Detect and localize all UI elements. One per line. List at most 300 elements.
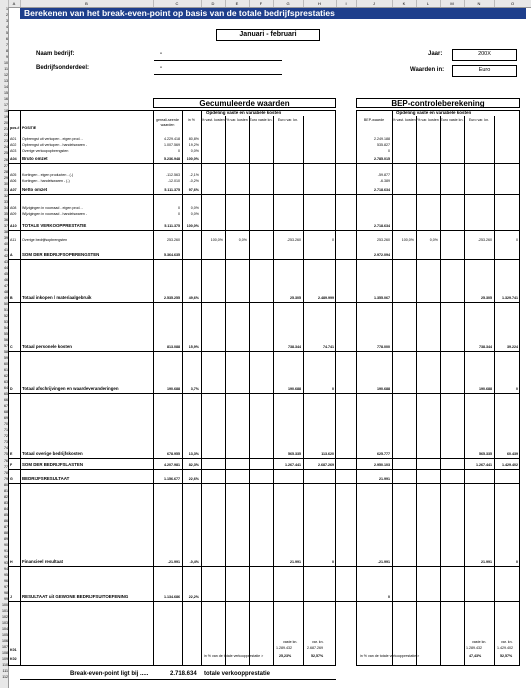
- row-separator: [8, 230, 520, 231]
- row-number: 20: [4, 121, 8, 126]
- bep-euro-fixed: 1.267.441: [476, 463, 492, 467]
- row-number: 38: [4, 229, 8, 234]
- row-number: 73: [4, 440, 8, 445]
- row-code: D: [10, 387, 13, 391]
- row-label: Kortingen - eigen producten - (-): [22, 173, 74, 177]
- row-separator: [8, 469, 520, 470]
- row-number: 22: [4, 133, 8, 138]
- euro-fixed: 21.991: [290, 560, 301, 564]
- percentage: 22,2%: [188, 595, 199, 599]
- row-code: A05: [10, 173, 17, 177]
- page-title: Berekenen van het break-even-point op basis van de totale bedrijfsprestaties: [20, 8, 526, 19]
- row-number: 98: [4, 590, 8, 595]
- euro-fixed: 1.267.441: [285, 463, 301, 467]
- row-number: 10: [4, 61, 8, 66]
- percentage: -2,1%: [189, 173, 199, 177]
- column-header-left: Euro var. kn.: [277, 118, 299, 122]
- currency-field[interactable]: Euro: [452, 65, 517, 77]
- left-vaste-pct: 25,23%: [279, 654, 292, 658]
- bep-euro-variable: 1.329.741: [502, 296, 518, 300]
- row-number: 97: [4, 584, 8, 589]
- bep-euro-variable: 0: [516, 560, 518, 564]
- row-number: 45: [4, 271, 8, 276]
- realized-value: 4.207.981: [164, 463, 180, 467]
- column-header-right: % vast. kosten: [392, 118, 416, 122]
- row-number: 16: [4, 97, 8, 102]
- row-label: SOM DER BEDRIJFSLASTEN: [22, 462, 83, 467]
- row-number: 82: [4, 494, 8, 499]
- left-var-header: var. kn.: [312, 640, 324, 644]
- row-number: 29: [4, 175, 8, 180]
- left-vaste-header: vaste kn.: [283, 640, 298, 644]
- company-value[interactable]: -: [160, 51, 162, 57]
- row-number: 50: [4, 301, 8, 306]
- percentage: 3,7%: [190, 387, 199, 391]
- row-number: 112: [2, 675, 8, 680]
- row-number: 49: [4, 295, 8, 300]
- column-header-right: % var. kosten: [417, 118, 439, 122]
- department-label: Bedrijfsonderdeel:: [36, 65, 90, 71]
- percentage: 15,9%: [188, 345, 199, 349]
- column-header-left: in %: [188, 118, 195, 122]
- bep-value: 2.718.634: [374, 224, 390, 228]
- euro-fixed: 190.688: [288, 387, 301, 391]
- left-panel: [153, 98, 336, 108]
- realized-value: 190.688: [167, 387, 180, 391]
- percentage: 49,6%: [188, 296, 199, 300]
- row-code: A11: [10, 238, 17, 242]
- row-number: 54: [4, 326, 8, 331]
- bep-euro-variable: 39.224: [507, 345, 518, 349]
- row-number: 77: [4, 464, 8, 469]
- percentage: -0,2%: [189, 179, 199, 183]
- euro-variable: 0: [332, 560, 334, 564]
- row-number: 42: [4, 253, 8, 258]
- realized-value: 2.535.255: [164, 296, 180, 300]
- bep-pct-variable: 0,0%: [429, 238, 438, 242]
- realized-value: 1.156.677: [164, 477, 180, 481]
- row-number: 52: [4, 314, 8, 319]
- row-number: 89: [4, 536, 8, 541]
- row-number: 60: [4, 362, 8, 367]
- bep-value: 0: [388, 595, 390, 599]
- row-code: A08: [10, 206, 17, 210]
- row-number: 71: [4, 428, 8, 433]
- realized-value: 1.134.686: [164, 595, 180, 599]
- row-code: J: [10, 595, 12, 599]
- row-number: 88: [4, 530, 8, 535]
- row-separator: [8, 458, 520, 459]
- realized-value: 0: [178, 149, 180, 153]
- row-number: 59: [4, 356, 8, 361]
- bep-value: 190.688: [377, 387, 390, 391]
- bep-value: -59.877: [377, 173, 390, 177]
- bep-value: 1.355.067: [374, 296, 390, 300]
- percentage: 100,0%: [186, 157, 199, 161]
- row-number: 13: [4, 79, 8, 84]
- row-separator: [8, 163, 520, 164]
- pct-fixed: 100,0%: [210, 238, 223, 242]
- row-number: 6: [6, 37, 8, 42]
- row-number: 102: [2, 615, 8, 620]
- realized-value: 5.111.375: [164, 188, 180, 192]
- column-header-right: BEP-waarde: [363, 118, 385, 122]
- euro-variable: 2.687.269: [318, 463, 334, 467]
- row-code: F: [10, 463, 13, 467]
- row-number: 56: [4, 338, 8, 343]
- row-code: A07: [10, 188, 17, 192]
- bep-label: Break-even-point ligt bij .....: [70, 671, 149, 677]
- realized-value: 253.260: [167, 238, 180, 242]
- row-label: Opbrengst uit verkopen - eigen prod. -: [22, 137, 83, 141]
- row-number: 84: [4, 506, 8, 511]
- euro-variable: 74.741: [323, 345, 334, 349]
- realized-value: 5.236.948: [164, 157, 180, 161]
- opdeling-left: Opdeling vaste en variabele kosten: [206, 110, 282, 115]
- column-header-left: Euro vaste kn.: [249, 118, 273, 122]
- percentage: 0,0%: [190, 212, 199, 216]
- percentage: 13,3%: [188, 452, 199, 456]
- row-number: 4: [6, 25, 8, 30]
- row-number: 76: [4, 458, 8, 463]
- row-number: 43: [4, 259, 8, 264]
- row-number: 8: [6, 49, 8, 54]
- row-code: A02: [10, 143, 17, 147]
- row-number: 11: [4, 67, 8, 72]
- right-var-header: var. kn.: [501, 640, 513, 644]
- row-number: 53: [4, 320, 8, 325]
- row-number: 51: [4, 308, 8, 312]
- row-label: BEDRIJFSRESULTAAT: [22, 476, 70, 481]
- row-code: A09: [10, 212, 17, 216]
- row-number: 9: [6, 55, 8, 60]
- row-number: 41: [4, 247, 8, 252]
- row-label: Financieel resultaat: [22, 559, 63, 564]
- realized-value: 0: [178, 212, 180, 216]
- right-vaste-header: vaste kn.: [472, 640, 487, 644]
- pct-variable: 0,0%: [238, 238, 247, 242]
- company-label: Naam bedrijf:: [36, 51, 75, 57]
- row-number: 19: [4, 115, 8, 120]
- euro-variable: 0: [332, 387, 334, 391]
- row-number: 32: [4, 193, 8, 198]
- row-number: 90: [4, 542, 8, 547]
- row-number: 83: [4, 500, 8, 505]
- row-label: Netto omzet: [22, 187, 48, 192]
- bep-euro-fixed: 565.335: [479, 452, 492, 456]
- row-number: 74: [4, 446, 8, 451]
- row-number: 24: [4, 145, 8, 150]
- row-code: A06: [10, 179, 17, 183]
- row-number: 17: [4, 103, 8, 108]
- row-code: A10: [10, 224, 17, 228]
- row-code: B: [10, 296, 13, 300]
- row-number: 31: [4, 187, 8, 192]
- right-var-value: 1.429.402: [497, 646, 513, 650]
- row-number: 12: [4, 73, 8, 78]
- bep-euro-variable: 1.429.402: [502, 463, 518, 467]
- euro-fixed: 738.344: [288, 345, 301, 349]
- row-number: 111: [2, 669, 8, 674]
- realized-value: 813.088: [167, 345, 180, 349]
- row-code: A01: [10, 137, 17, 141]
- row-number: 80: [4, 482, 8, 487]
- row-number: 64: [4, 386, 8, 391]
- percentage: 82,3%: [188, 463, 199, 467]
- bep-euro-variable: 60.439: [507, 452, 518, 456]
- row-number: 105: [2, 633, 8, 638]
- row-number: 85: [4, 512, 8, 517]
- row-number: 25: [4, 151, 8, 156]
- column-header-left: % vast. kosten: [201, 118, 225, 122]
- row-number: 58: [4, 350, 8, 355]
- row-label: Wijzigingen in voorraad - eigen prod. -: [22, 206, 83, 210]
- row-number: 15: [4, 91, 8, 96]
- row-number: 30: [4, 181, 8, 186]
- bep-value: 625.777: [377, 452, 390, 456]
- row-number: 35: [4, 211, 8, 216]
- row-number: 100: [2, 602, 8, 607]
- row-number: 26: [4, 157, 8, 162]
- row-separator: [8, 393, 520, 394]
- row-label: Overige bedrijfsopbrengsten: [22, 238, 68, 242]
- section-right-title: BEP-controleberekening: [391, 99, 485, 108]
- row-number: 33: [4, 199, 8, 204]
- row-label: Totaal overige bedrijfskosten: [22, 451, 83, 456]
- bep-value: 2.718.634: [170, 671, 197, 677]
- bep-value: -21.991: [377, 560, 390, 564]
- left-pct-label: in % van de totale verkoopprestatie >: [204, 654, 264, 658]
- row-number: 23: [4, 139, 8, 144]
- row-number: 28: [4, 169, 8, 174]
- row-code: A: [10, 253, 13, 257]
- period-box: Januari - februari: [216, 29, 320, 41]
- percentage: 80,8%: [188, 137, 199, 141]
- row-number: 61: [4, 368, 8, 373]
- right-vaste-pct: 47,43%: [469, 654, 482, 658]
- bep-value: 778.000: [377, 345, 390, 349]
- row-number: 72: [4, 434, 8, 439]
- row-label: Opbrengst uit verkopen - handelswaren -: [22, 143, 88, 147]
- row-number: 39: [4, 235, 8, 240]
- column-headers: A B C D E F G H I J K L M N O: [0, 0, 531, 8]
- bep-value: 253.260: [377, 238, 390, 242]
- row-code: A04: [10, 157, 17, 161]
- bep-euro-fixed: -253.260: [477, 238, 492, 242]
- department-value[interactable]: -: [160, 65, 162, 71]
- bep-pct-fixed: 100,0%: [401, 238, 414, 242]
- row-label: Kortingen - handelswaren - (-): [22, 179, 70, 183]
- year-label: Jaar:: [428, 51, 443, 57]
- row-label: Totaal afschrijvingen en waardeveranderingen: [22, 386, 119, 391]
- row-label: SOM DER BEDRIJFSOPBRENGSTEN: [22, 252, 100, 257]
- euro-variable: 113.620: [321, 452, 334, 456]
- bep-value: 2.249.188: [374, 137, 390, 141]
- bep-value: 2.785.015: [374, 157, 390, 161]
- euro-fixed: 565.335: [288, 452, 301, 456]
- row-label: Totaal personele kosten: [22, 344, 72, 349]
- row-label: Wijzigingen in voorraad - handelswaren -: [22, 212, 88, 216]
- left-vaste-value: 1.289.432: [276, 646, 292, 650]
- row-code: G: [10, 477, 13, 481]
- row-separator: [8, 601, 520, 602]
- percentage: -0,4%: [189, 560, 199, 564]
- row-number: 65: [4, 392, 8, 397]
- bep-euro-fixed: 25.305: [481, 296, 492, 300]
- bep-euro-fixed: 21.991: [481, 560, 492, 564]
- row-number: 106: [2, 639, 8, 644]
- bep-value: 2.950.103: [374, 463, 390, 467]
- row-number: 67: [4, 404, 8, 409]
- row-number: 107: [2, 645, 8, 650]
- percentage: 0,0%: [190, 206, 199, 210]
- euro-variable: 0: [332, 238, 334, 242]
- row-separator: [8, 302, 520, 303]
- realized-value: -12.010: [167, 179, 180, 183]
- row-number: 37: [4, 223, 8, 228]
- year-field[interactable]: 200X: [452, 49, 517, 61]
- row-number: 34: [4, 205, 8, 210]
- euro-fixed: -253.260: [286, 238, 301, 242]
- row-number: 46: [4, 277, 8, 282]
- section-left-title: Gecumuleerde waarden: [199, 99, 290, 108]
- row-number: 101: [2, 609, 8, 613]
- row-separator: [8, 483, 520, 484]
- row-label: Overige verkoopopbrengsten: [22, 149, 69, 153]
- bep-value: 0: [388, 149, 390, 153]
- row-separator: [8, 194, 520, 195]
- row-number: 87: [4, 524, 8, 529]
- row-number: 70: [4, 422, 8, 427]
- realized-value: 5.364.635: [164, 253, 180, 257]
- row-number: 78: [4, 470, 8, 475]
- row-number: 27: [4, 163, 8, 168]
- percentage: 22,6%: [188, 477, 199, 481]
- row-number: 44: [4, 265, 8, 270]
- row-number: 81: [4, 488, 8, 493]
- left-var-value: 2.687.269: [307, 646, 323, 650]
- row-label: RESULTAAT uit GEWONE BEDRIJFSUITOEFENING: [22, 594, 129, 599]
- row-separator: [8, 259, 520, 260]
- percentage: 19,2%: [188, 143, 199, 147]
- row-number: 48: [4, 289, 8, 294]
- right-pct-label: in % van de totale verkoopprestatie >: [360, 654, 420, 658]
- row-number: 110: [2, 663, 8, 668]
- row-number: 93: [4, 560, 8, 565]
- bep-value: 2.718.634: [374, 188, 390, 192]
- row-number: 3: [6, 19, 8, 24]
- opdeling-right: Opdeling vaste en variabele kosten: [396, 110, 472, 115]
- positie-header: POSITIE: [22, 126, 37, 130]
- column-header-right: Euro vaste kn.: [440, 118, 464, 122]
- row-code: H: [10, 560, 13, 564]
- row-number: 91: [4, 548, 8, 553]
- row-number: 57: [4, 344, 8, 349]
- realized-value: 4.229.418: [164, 137, 180, 141]
- bep-euro-variable: 0: [516, 238, 518, 242]
- bep-euro-variable: 0: [516, 387, 518, 391]
- bep-value: 21.991: [379, 477, 390, 481]
- row-number: 2: [6, 13, 8, 18]
- euro-fixed: 25.305: [290, 296, 301, 300]
- right-panel: [356, 98, 520, 108]
- row-number: 94: [4, 566, 8, 571]
- column-header-left: gereali-seerde waarden: [156, 118, 179, 127]
- bep-euro-fixed: 738.344: [479, 345, 492, 349]
- row-separator: [8, 351, 520, 352]
- row-number: 18: [4, 109, 8, 114]
- left-var-pct: 52,57%: [311, 654, 324, 658]
- k02-code: K02: [10, 657, 17, 661]
- row-number: 109: [2, 657, 8, 662]
- row-number: 69: [4, 416, 8, 421]
- bep-euro-fixed: 190.688: [479, 387, 492, 391]
- row-number: 63: [4, 380, 8, 385]
- row-number: 92: [4, 554, 8, 559]
- row-number: 75: [4, 452, 8, 457]
- row-code: A03: [10, 149, 17, 153]
- row-number: 104: [2, 627, 8, 632]
- realized-value: -112.563: [166, 173, 180, 177]
- row-code: C: [10, 345, 13, 349]
- row-number: 1: [6, 7, 8, 11]
- row-number: 21: [4, 127, 8, 132]
- realized-value: 1.007.569: [164, 143, 180, 147]
- right-vaste-value: 1.289.432: [466, 646, 482, 650]
- row-label: Bruto omzet: [22, 156, 48, 161]
- realized-value: 0: [178, 206, 180, 210]
- row-number: 96: [4, 578, 8, 583]
- row-separator: [8, 566, 520, 567]
- realized-value: -21.991: [167, 560, 180, 564]
- column-header-left: % var. kosten: [226, 118, 248, 122]
- percentage: 97,6%: [188, 188, 199, 192]
- row-number: 36: [4, 217, 8, 222]
- row-label: TOTALE VERKOOPPRESTATIE: [22, 223, 87, 228]
- row-number: 55: [4, 332, 8, 337]
- bep-value: 535.827: [377, 143, 390, 147]
- row-number: 62: [4, 374, 8, 379]
- realized-value: 5.111.375: [164, 224, 180, 228]
- row-number: 108: [2, 651, 8, 656]
- row-label: Totaal inkopen / materiaalgebruik: [22, 295, 92, 300]
- row-code: E: [10, 452, 13, 456]
- row-number: 66: [4, 398, 8, 403]
- values-in-label: Waarden in:: [410, 67, 445, 73]
- bep-value: -6.389: [379, 179, 390, 183]
- k01-code: K01: [10, 648, 17, 652]
- row-number: 47: [4, 283, 8, 288]
- row-number: 86: [4, 518, 8, 523]
- row-number: 5: [6, 31, 8, 36]
- bep-suffix: totale verkoopprestatie: [204, 671, 271, 677]
- percentage: 0,0%: [190, 149, 199, 153]
- pos-header: pos.#: [10, 126, 20, 130]
- bep-value: 2.972.094: [374, 253, 390, 257]
- row-number: 40: [4, 241, 8, 246]
- column-header-right: Euro var. kn.: [468, 118, 490, 122]
- euro-variable: 2.489.999: [318, 296, 334, 300]
- row-number: 103: [2, 621, 8, 626]
- row-number: 95: [4, 572, 8, 577]
- row-number: 79: [4, 476, 8, 481]
- row-number: 7: [6, 43, 8, 48]
- row-number: 14: [4, 85, 8, 90]
- row-number: 99: [4, 596, 8, 601]
- row-number: 68: [4, 410, 8, 415]
- percentage: 100,0%: [186, 224, 199, 228]
- realized-value: 678.955: [167, 452, 180, 456]
